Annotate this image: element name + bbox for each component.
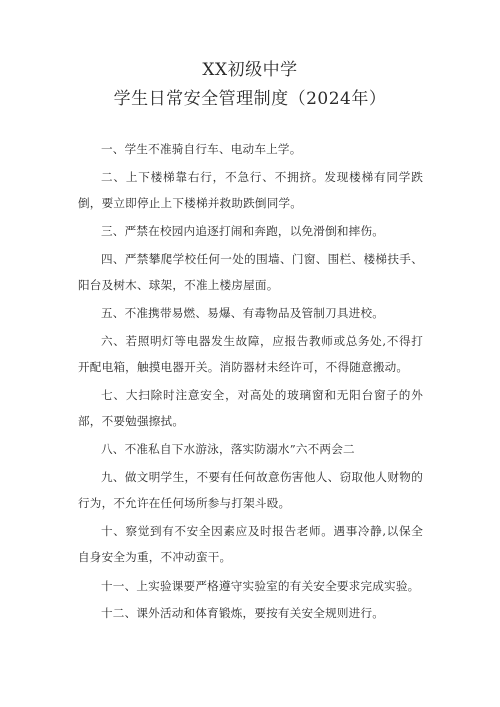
rule-item: 八、不准私自下水游泳，落实防溺水”六不两会二 (101, 442, 355, 457)
rule-item: 四、严禁攀爬学校任何一处的围墙、门窗、围栏、楼梯扶手、阳台及树木、球架，不准上楼房屋面。 (78, 251, 423, 292)
document-header (0, 58, 500, 111)
rule-item: 二、上下楼梯靠右行，不急行、不拥挤。发现楼梯有同学跌倒，要立即停止上下楼梯并救助跌倒同学。 (78, 169, 423, 210)
document-title: 学生日常安全管理制度（2024年） (113, 89, 387, 109)
rule-item: 五、不准携带易燃、易爆、有毒物品及管制刀具进校。 (101, 305, 385, 320)
rule-item: 十一、上实验课要严格遵守实验室的有关安全要求完成实验。 (101, 578, 420, 593)
rule-item: 九、做文明学生，不要有任何故意伤害他人、窃取他人财物的行为，不允许在任何场所参与打架斗殴。 (78, 469, 423, 510)
rule-item: 六、若照明灯等电器发生故障，应报告教师或总务处,不得打开配电箱，触摸电器开关。消防器材未经许可，不得随意搬动。 (78, 333, 423, 374)
rule-item: 三、严禁在校园内追逐打闹和奔跑，以免滑倒和摔伤。 (101, 223, 385, 238)
rules-list (78, 136, 423, 628)
rule-item: 十、察觉到有不安全因素应及时报告老师。遇事冷静,以保全自身安全为重，不冲动蛮干。 (78, 524, 423, 565)
rule-item: 十二、课外活动和体育锻炼，要按有关安全规则进行。 (101, 606, 385, 621)
rule-item: 七、大扫除时注意安全，对高处的玻璃窗和无阳台窗子的外部，不要勉强擦拭。 (78, 387, 423, 428)
rule-item: 一、学生不准骑自行车、电动车上学。 (101, 142, 302, 156)
school-name: XX初级中学 (202, 60, 298, 80)
